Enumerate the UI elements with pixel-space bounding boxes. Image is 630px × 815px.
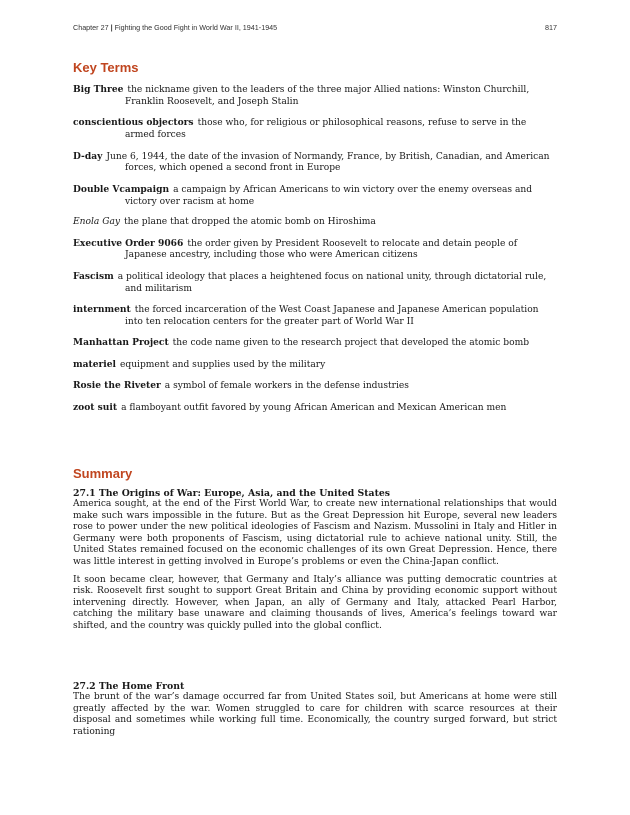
term-definition: a flamboyant outfit favored by young African American and Mexican American men <box>121 402 507 413</box>
key-term <box>73 217 557 229</box>
key-terms-heading: Key Terms <box>73 60 139 75</box>
term-word: internment <box>73 304 131 316</box>
chapter-label: Chapter 27 <box>73 23 109 32</box>
term-definition: the plane that dropped the atomic bomb on Hiroshima <box>124 217 376 228</box>
key-term <box>73 271 557 296</box>
summary-section-2 <box>73 681 557 744</box>
key-terms-list <box>73 84 557 423</box>
term-definition: a symbol of female workers in the defense industries <box>164 381 409 392</box>
term-word: Rosie the Riveter <box>73 380 161 392</box>
term-definition: the order given by President Roosevelt to relocate and detain people of Japanese ancestry, including those who were American citizens <box>125 238 518 261</box>
term-definition: the forced incarceration of the West Coast Japanese and Japanese American population into ten relocation centers for the greater part of World War II <box>125 305 539 327</box>
term-definition: those who, for religious or philosophical reasons, refuse to serve in the armed forces <box>125 118 527 141</box>
term-definition: a political ideology that places a heightened focus on national unity, through dictatorial rule, and militarism <box>117 271 547 294</box>
key-term <box>73 402 557 415</box>
key-term <box>73 117 557 142</box>
header-separator: | <box>110 23 113 32</box>
term-word: materiel <box>73 358 116 370</box>
term-word: Big Three <box>73 84 124 95</box>
term-word: Executive Order 9066 <box>73 237 184 249</box>
key-term <box>73 84 557 109</box>
term-word: zoot suit <box>73 401 118 413</box>
summary-section-1 <box>73 488 557 639</box>
page-header <box>73 23 557 32</box>
summary-heading: Summary <box>73 466 133 481</box>
chapter-title: Fighting the Good Fight in World War II, 1941-1945 <box>114 23 278 32</box>
term-word: conscientious objectors <box>73 117 194 129</box>
key-term <box>73 304 557 329</box>
term-definition: June 6, 1944, the date of the invasion of Normandy, France, by British, Canadian, and American forces, which opened a second front in Europe <box>106 151 550 174</box>
term-word: Enola Gay <box>73 217 121 228</box>
term-word: Fascism <box>73 270 114 282</box>
key-term <box>73 359 557 372</box>
page-number: 817 <box>545 23 557 32</box>
summary-subheading: 27.2 The Home Front <box>73 681 185 692</box>
key-term <box>73 238 557 263</box>
running-head <box>73 23 277 32</box>
summary-paragraph: It soon became clear, however, that Germany and Italy’s alliance was putting democratic countries at risk. Roosevelt first sought to support Great Britain and China by providing economic support without intervening directly. However, when Japan, an ally of Germany and Italy, attacked Pearl Harbor, catching the military base unaware and claiming thousands of lives, America’s feelings toward war shifted, and the country was quickly pulled into the global conflict. <box>73 574 557 631</box>
summary-subheading: 27.1 The Origins of War: Europe, Asia, and the United States <box>73 488 391 499</box>
term-definition: a campaign by African Americans to win victory over the enemy overseas and victory over racism at home <box>125 184 533 207</box>
term-definition: the code name given to the research project that developed the atomic bomb <box>172 338 530 349</box>
term-word: D-day <box>73 150 103 162</box>
term-word: Double Vcampaign <box>73 183 170 195</box>
term-definition: equipment and supplies used by the military <box>120 359 326 370</box>
term-definition: the nickname given to the leaders of the three major Allied nations: Winston Churchill, Franklin Roosevelt, and Joseph Stalin <box>125 85 530 107</box>
term-word: Manhattan Project <box>73 337 169 349</box>
key-term <box>73 337 557 350</box>
key-term <box>73 184 557 209</box>
summary-paragraph: The brunt of the war’s damage occurred far from United States soil, but Americans at home were still greatly affected by the war. Women struggled to care for children with scarce resources at their disposal and sometimes while working full time. Economically, the country surged forward, but strict rationing <box>73 692 557 737</box>
summary-paragraph: America sought, at the end of the First World War, to create new international relationships that would make such wars impossible in the future. But as the Great Depression hit Europe, several new leaders rose to power under the new political ideologies of Fascism and Nazism. Mussolini in Italy and Hitler in Germany were both proponents of Fascism, using dictatorial rule to achieve national unity. Still, the United States remained focused on the economic challenges of its own Great Depression. Hence, there was little interest in getting involved in Europe’s problems or even the China-Japan conflict. <box>73 499 557 567</box>
key-term <box>73 380 557 393</box>
key-term <box>73 151 557 176</box>
